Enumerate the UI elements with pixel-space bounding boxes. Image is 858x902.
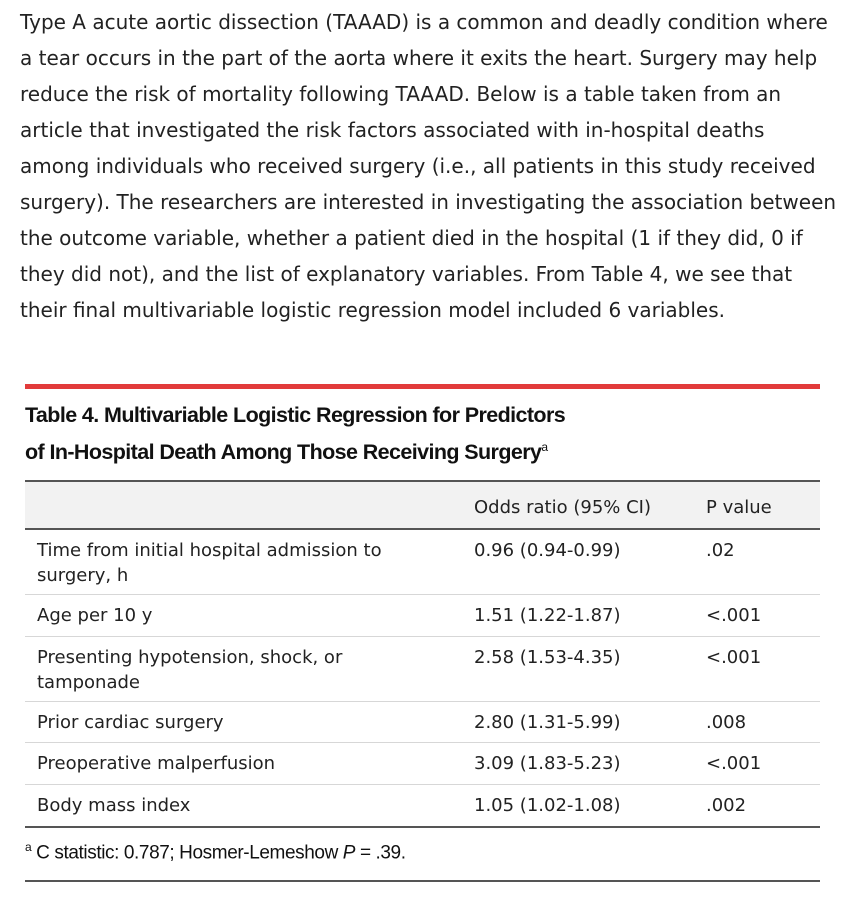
table-row (25, 743, 820, 785)
table-caption (25, 399, 820, 468)
intro-paragraph: Type A acute aortic dissection (TAAAD) is a common and deadly condition where a tear occurs in the part of the aorta where it exits the heart. Surgery may help reduce the risk of mortality following TAAAD. Below is a table taken from an article that investigated the risk factors associated with in-hospital deaths among individuals who received surgery (i.e., all patients in this study received surgery). The researchers are interested in investigating the association between the outcome variable, whether a patient died in the hospital (1 if they did, 0 if they did not), and the list of explanatory variables. From Table 4, we see that their final multivariable logistic regression model included 6 variables. (20, 10, 837, 322)
header-p-value: P value (706, 497, 772, 519)
caption-line-2 (25, 431, 820, 468)
table-bottom-rule (25, 880, 820, 882)
results-table (25, 480, 820, 828)
table-row (25, 785, 820, 828)
footnote-p-symbol: P (342, 842, 356, 864)
header-odds-ratio: Odds ratio (95% CI) (474, 497, 651, 519)
row-p-value: .008 (706, 712, 747, 734)
row-odds-ratio: 3.09 (1.83-5.23) (474, 753, 621, 775)
row-label: Preoperative malperfusion (37, 753, 276, 775)
table-row (25, 702, 820, 743)
row-label: Prior cardiac surgery (37, 712, 224, 734)
table-header-row (25, 482, 820, 530)
caption-line-2-text: of In-Hospital Death Among Those Receiving Surgery (25, 440, 542, 465)
row-odds-ratio: 1.51 (1.22-1.87) (474, 605, 621, 627)
table-top-rule (25, 384, 820, 389)
caption-footnote-mark: a (541, 440, 548, 454)
caption-line-1: Table 4. Multivariable Logistic Regression for Predictors (25, 403, 566, 427)
footnote-mark: a (25, 840, 32, 855)
row-p-value: .002 (706, 795, 747, 817)
footnote-text-2: = .39. (355, 842, 406, 864)
table-row (25, 637, 820, 702)
row-odds-ratio: 1.05 (1.02-1.08) (474, 795, 621, 817)
table-4 (25, 384, 820, 882)
row-label: Age per 10 y (37, 605, 153, 627)
row-label: Presenting hypotension, shock, or tamponade (37, 647, 343, 694)
row-p-value: <.001 (706, 605, 762, 627)
row-odds-ratio: 2.80 (1.31-5.99) (474, 712, 621, 734)
row-odds-ratio: 2.58 (1.53-4.35) (474, 647, 621, 669)
row-p-value: <.001 (706, 753, 762, 775)
row-p-value: <.001 (706, 647, 762, 669)
table-footnote (25, 840, 820, 870)
row-odds-ratio: 0.96 (0.94-0.99) (474, 540, 621, 562)
row-label: Time from initial hospital admission to surgery, h (37, 540, 382, 587)
footnote-text-1: C statistic: 0.787; Hosmer-Lemeshow (36, 842, 343, 864)
row-p-value: .02 (706, 540, 735, 562)
table-row (25, 595, 820, 637)
row-label: Body mass index (37, 795, 191, 817)
table-row (25, 530, 820, 595)
